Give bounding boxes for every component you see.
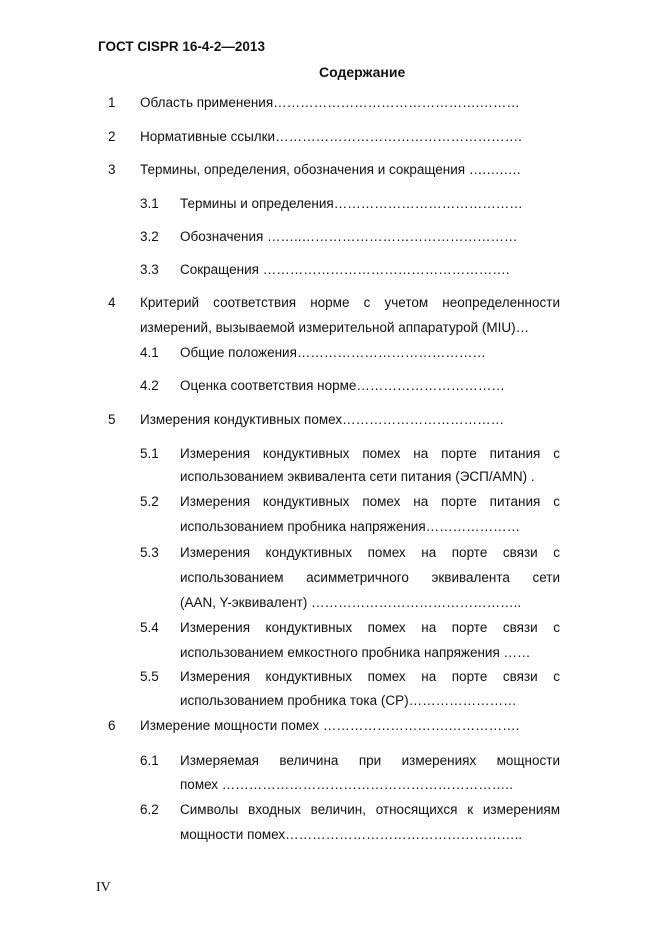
toc-entry-number: 3 bbox=[108, 162, 116, 177]
toc-entry-number: 5.3 bbox=[140, 545, 159, 560]
page-number: IV bbox=[96, 880, 111, 895]
toc-entry-text: использованием пробника тока (CP)…………………… bbox=[180, 693, 517, 708]
toc-entry-number: 3.2 bbox=[140, 229, 159, 244]
toc-entry-number: 4.2 bbox=[140, 378, 159, 393]
toc-entry-number: 4.1 bbox=[140, 345, 159, 360]
toc-entry-number: 6.1 bbox=[140, 753, 159, 768]
toc-entry-text: Измерения кондуктивных помех на порте связи с bbox=[180, 620, 560, 635]
toc-entry-text: Область применения……………………………………….……… bbox=[140, 95, 520, 110]
toc-entry-text: Измерения кондуктивных помех на порте связи с bbox=[180, 545, 560, 560]
toc-entry-number: 5.1 bbox=[140, 446, 159, 461]
toc-entry-text: использованием пробника напряжения………………… bbox=[180, 519, 521, 534]
toc-title: Содержание bbox=[319, 64, 406, 80]
toc-entry-text: использованием эквивалента сети питания (ЭСП/AMN) . bbox=[180, 469, 535, 484]
toc-entry-text: Измерения кондуктивных помех……………………………… bbox=[140, 412, 505, 427]
toc-entry-text: Измерения кондуктивных помех на порте связи с bbox=[180, 669, 560, 684]
toc-entry-text: Критерий соответствия норме с учетом неопределенности bbox=[140, 295, 560, 310]
toc-entry-text: помех ……………………………………………………….. bbox=[180, 777, 513, 792]
toc-entry-number: 5.4 bbox=[140, 620, 159, 635]
toc-entry-number: 5 bbox=[108, 412, 116, 427]
toc-entry-number: 1 bbox=[108, 95, 116, 110]
toc-entry-text: Сокращения ………………………………………………. bbox=[180, 262, 510, 277]
document-code: ГОСТ CISPR 16-4-2—2013 bbox=[98, 39, 265, 54]
toc-entry-text: Измерения кондуктивных помех на порте питания с bbox=[180, 446, 560, 461]
toc-entry-number: 5.5 bbox=[140, 669, 159, 684]
toc-entry-text: измерений, вызываемой измерительной аппаратурой (MIU)… bbox=[140, 320, 530, 335]
toc-entry-number: 6 bbox=[108, 718, 116, 733]
toc-entry-text: Измерения кондуктивных помех на порте питания с bbox=[180, 494, 560, 509]
toc-entry-number: 6.2 bbox=[140, 802, 159, 817]
toc-entry-text: Измеряемая величина при измерениях мощности bbox=[180, 753, 560, 768]
toc-entry-number: 2 bbox=[108, 129, 116, 144]
toc-entry-text: Оценка соответствия норме…………………………… bbox=[180, 378, 505, 393]
toc-entry-text: Термины, определения, обозначения и сокращения ….….…. bbox=[140, 162, 521, 177]
toc-entry-text: использованием емкостного пробника напряжения …… bbox=[180, 645, 531, 660]
toc-entry-number: 3.1 bbox=[140, 196, 159, 211]
toc-entry-text: Термины и определения…………………………………… bbox=[180, 196, 523, 211]
toc-entry-number: 4 bbox=[108, 295, 116, 310]
toc-entry-text: Измерение мощности помех ……………………….……………. bbox=[140, 718, 520, 733]
toc-entry-text: Символы входных величин, относящихся к измерениям bbox=[180, 802, 560, 817]
toc-entry-text: Обозначения ……..………………………………………… bbox=[180, 229, 518, 244]
toc-entry-text: использованием асимметричного эквивалента сети bbox=[180, 570, 560, 585]
toc-entry-number: 5.2 bbox=[140, 494, 159, 509]
toc-entry-text: Общие положения…………………………………… bbox=[180, 345, 486, 360]
toc-entry-text: мощности помех…………………………………………….. bbox=[180, 827, 523, 842]
toc-entry-text: (AAN, Y-эквивалент) ……………………………………….. bbox=[180, 595, 522, 610]
toc-entry-number: 3.3 bbox=[140, 262, 159, 277]
toc-entry-text: Нормативные ссылки………………………………………………. bbox=[140, 129, 522, 144]
